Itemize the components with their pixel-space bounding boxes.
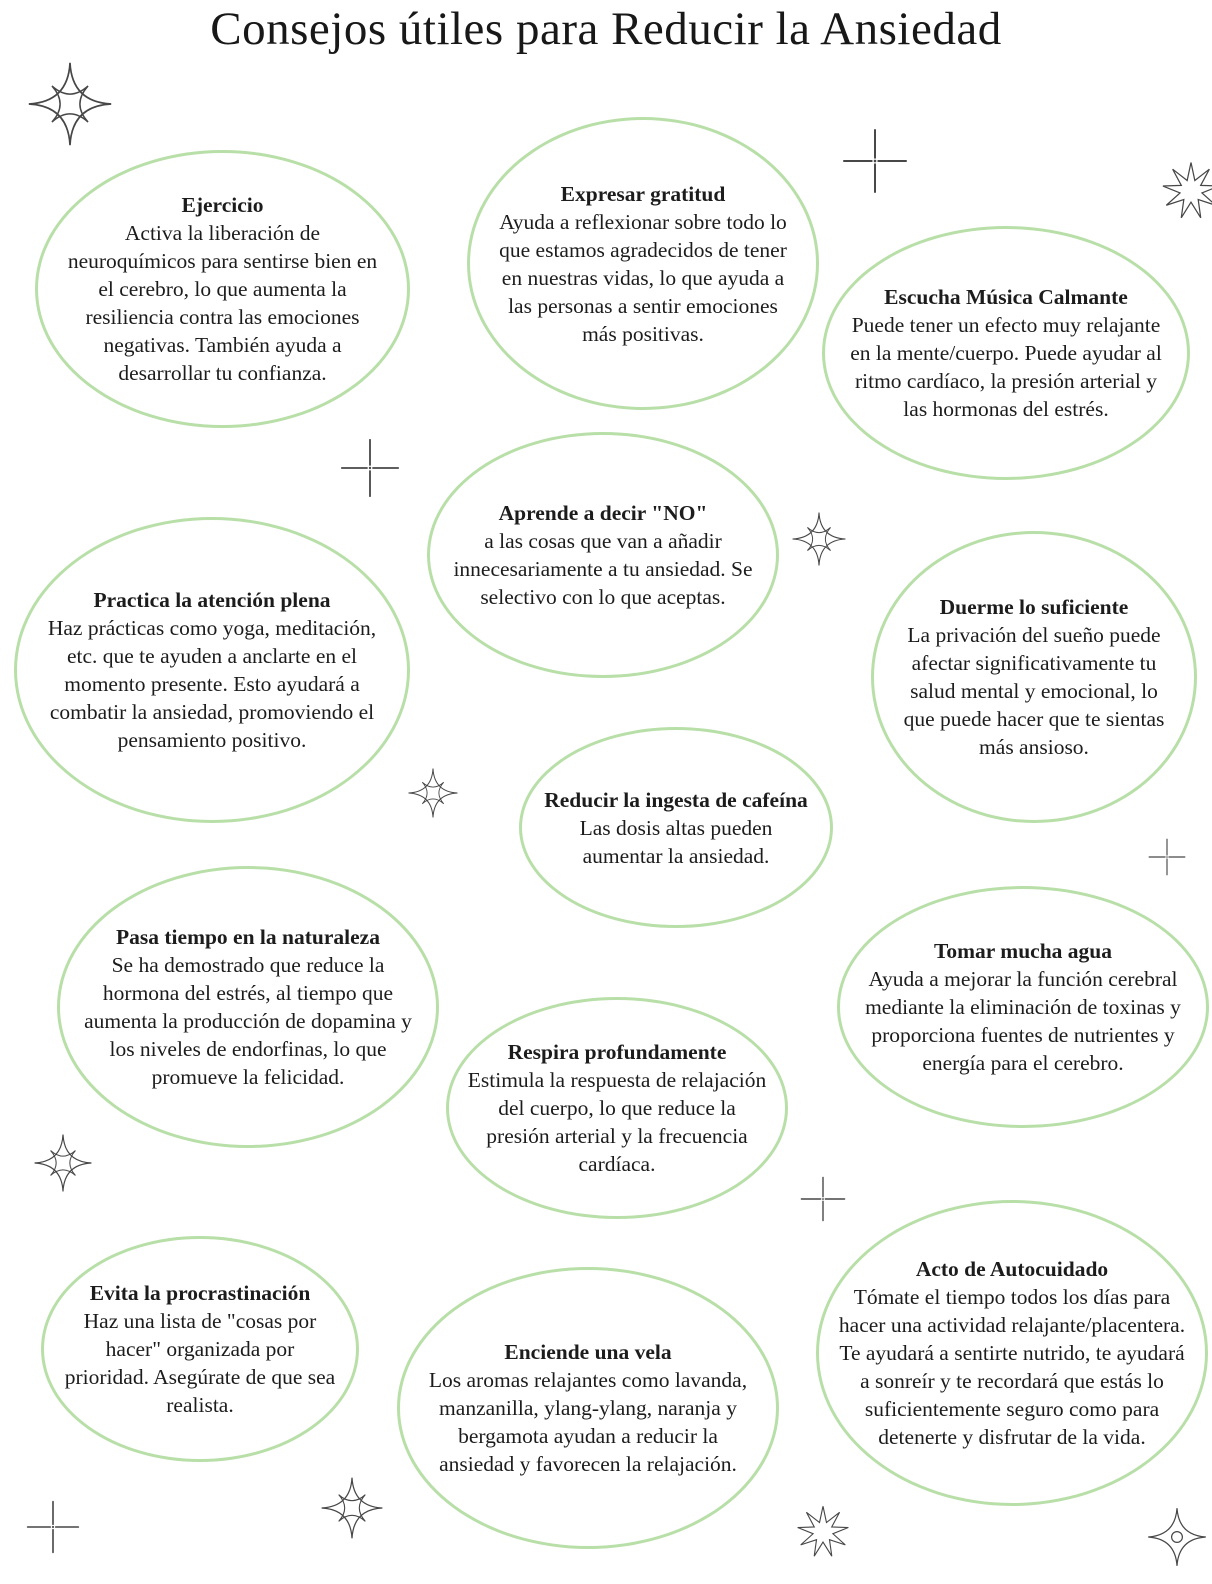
burst-star-icon xyxy=(795,1504,851,1560)
tip-body: La privación del sueño puede afectar significativamente tu salud mental y emocional, lo que puede hacer que te sientas más ansioso. xyxy=(903,623,1165,759)
tip-title: Acto de Autocuidado xyxy=(915,1257,1109,1281)
tip-body: Haz prácticas como yoga, meditación, etc. que te ayuden a anclarte en el momento presente. Esto ayudará a combatir la ansiedad, promoviendo el pensamiento positivo. xyxy=(47,616,377,752)
burst-star-icon xyxy=(1160,160,1212,222)
tip-title: Aprende a decir "NO" xyxy=(498,501,708,525)
tip-bubble-respira xyxy=(446,997,788,1219)
tip-body: Puede tener un efecto muy relajante en la mente/cuerpo. Puede ayudar al ritmo cardíaco, la presión arterial y las hormonas del estrés. xyxy=(850,313,1162,421)
tip-body: Tómate el tiempo todos los días para hacer una actividad relajante/placentera. Te ayudará a sentirte nutrido, te ayudará a sonreír y te recordará que estás lo suficientemente seguro como para detenerte y disfrutar de la vida. xyxy=(838,1285,1186,1449)
tip-body: Ayuda a mejorar la función cerebral mediante la eliminación de toxinas y proporciona fuentes de nutrientes y energía para el cerebro. xyxy=(865,967,1181,1075)
tip-body: Los aromas relajantes como lavanda, manzanilla, ylang-ylang, naranja y bergamota ayudan a reducir la ansiedad y favorecen la relajación. xyxy=(428,1368,748,1476)
tip-bubble-autocuidado xyxy=(816,1200,1208,1506)
tip-title: Duerme lo suficiente xyxy=(939,595,1129,619)
tip-body: a las cosas que van a añadir innecesariamente a tu ansiedad. Se selectivo con lo que aceptas. xyxy=(453,529,753,609)
page-title: Consejos útiles para Reducir la Ansiedad xyxy=(210,3,1002,55)
sparkle-8-icon xyxy=(408,768,458,818)
tip-body: Estimula la respuesta de relajación del cuerpo, lo que reduce la presión arterial y la frecuencia cardíaca. xyxy=(467,1068,767,1176)
tip-body: Se ha demostrado que reduce la hormona del estrés, al tiempo que aumenta la producción de dopamina y los niveles de endorfinas, lo que promueve la felicidad. xyxy=(84,953,412,1089)
tip-bubble-procrastinacion xyxy=(41,1236,359,1462)
tip-title: Respira profundamente xyxy=(507,1040,727,1064)
tip-title: Reducir la ingesta de cafeína xyxy=(544,787,808,812)
plus-sparkle-icon xyxy=(26,1500,80,1554)
tip-bubble-duerme-suficiente xyxy=(871,531,1197,823)
tip-bubble-reducir-cafeina xyxy=(519,727,833,928)
tip-title: Practica la atención plena xyxy=(93,588,331,612)
tip-title: Ejercicio xyxy=(181,193,264,217)
plus-sparkle-icon xyxy=(800,1176,846,1222)
sparkle-8-icon xyxy=(321,1477,383,1539)
tip-title: Tomar mucha agua xyxy=(933,939,1112,963)
plus-sparkle-icon xyxy=(842,128,908,194)
tip-body: Las dosis altas pueden aumentar la ansiedad. xyxy=(579,815,773,868)
tip-bubble-ejercicio xyxy=(35,150,410,428)
tip-bubble-expresar-gratitud xyxy=(467,117,819,410)
tip-title: Enciende una vela xyxy=(504,1340,672,1364)
tip-bubble-naturaleza xyxy=(57,866,439,1148)
tip-title: Pasa tiempo en la naturaleza xyxy=(116,925,380,949)
plus-sparkle-icon xyxy=(1148,838,1186,876)
sparkle-8-icon xyxy=(34,1134,92,1192)
sparkle-8-icon xyxy=(792,512,846,566)
tip-bubble-decir-no xyxy=(427,432,779,678)
sparkle-4-icon xyxy=(1147,1507,1207,1567)
tip-body: Ayuda a reflexionar sobre todo lo que estamos agradecidos de tener en nuestras vidas, lo que ayuda a las personas a sentir emociones más positivas. xyxy=(499,209,787,346)
tip-bubble-enciende-vela xyxy=(397,1267,779,1549)
tip-title: Evita la procrastinación xyxy=(89,1281,311,1305)
tip-body: Haz una lista de "cosas por hacer" organizada por prioridad. Asegúrate de que sea realista. xyxy=(64,1309,336,1417)
sparkle-8-icon xyxy=(28,62,112,146)
tip-bubble-tomar-agua xyxy=(837,886,1209,1128)
tip-bubble-atencion-plena xyxy=(14,517,410,823)
tip-body: Activa la liberación de neuroquímicos para sentirse bien en el cerebro, lo que aumenta la resiliencia contra las emociones negativas. También ayuda a desarrollar tu confianza. xyxy=(67,221,378,385)
tip-title: Expresar gratitud xyxy=(560,181,726,206)
plus-sparkle-icon xyxy=(340,438,400,498)
tip-title: Escucha Música Calmante xyxy=(884,285,1128,309)
tip-bubble-musica-calmante xyxy=(822,226,1190,480)
